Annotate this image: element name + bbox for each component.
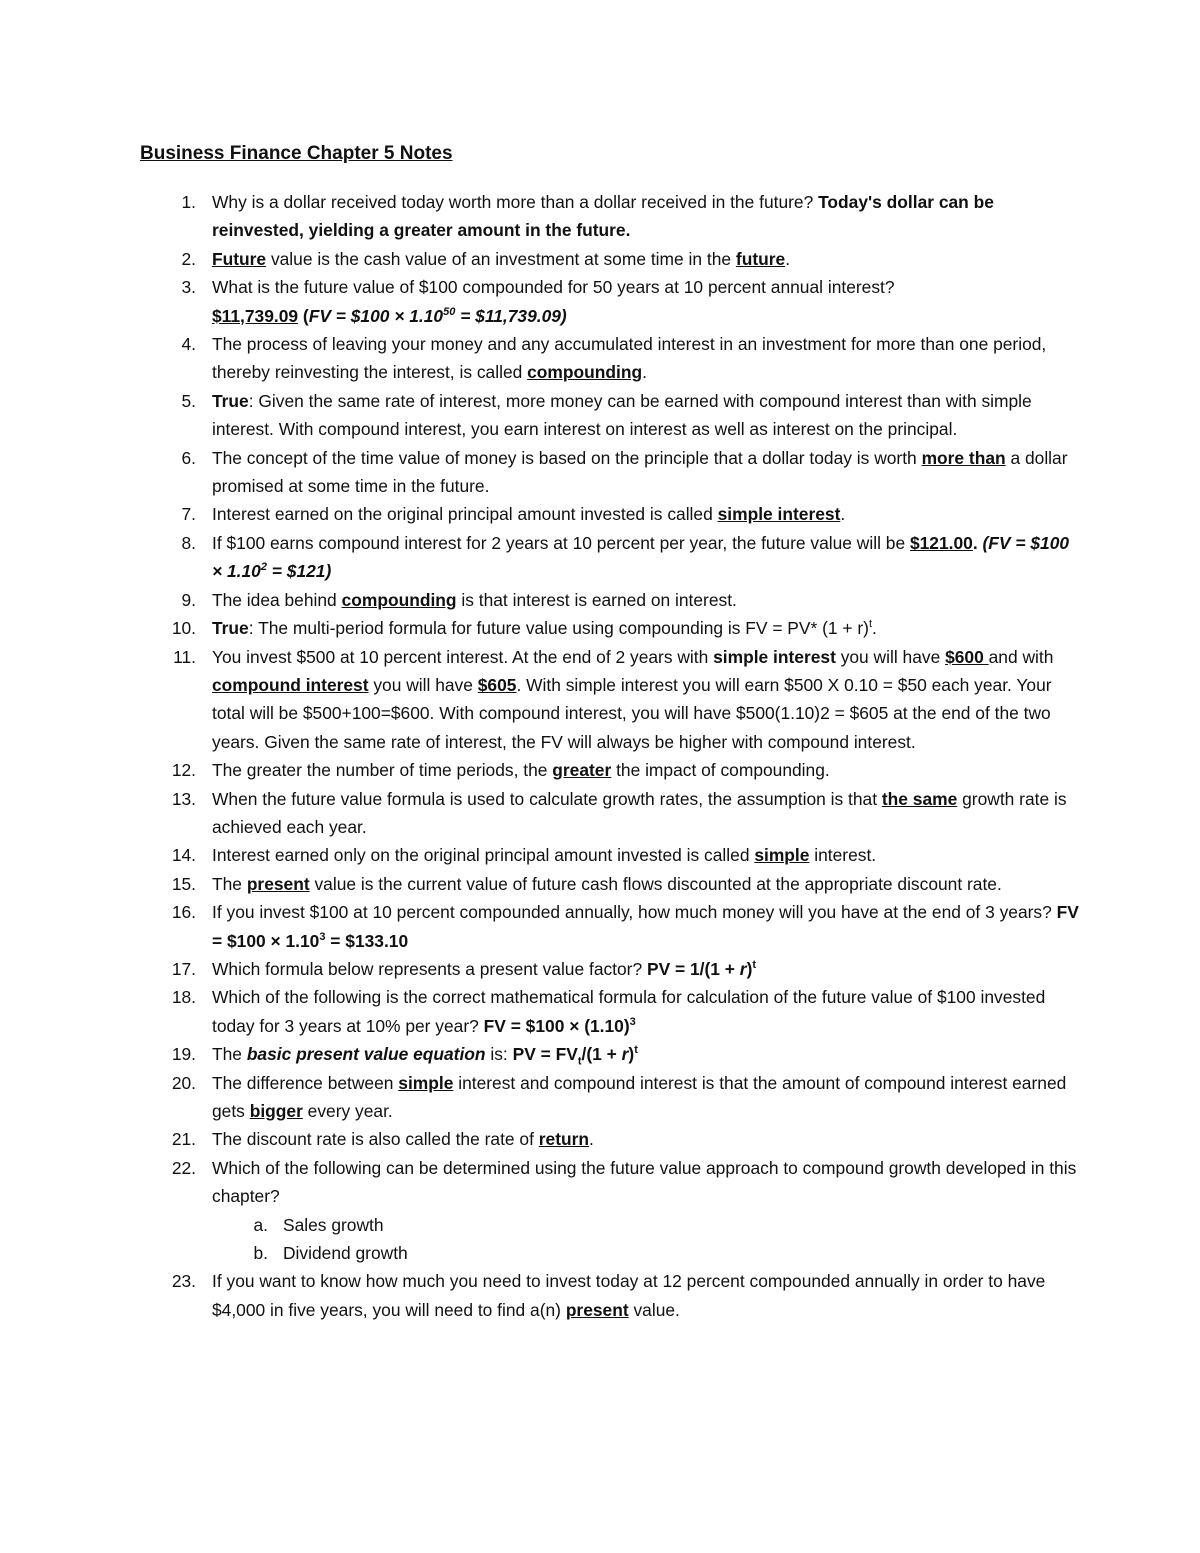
note-text xyxy=(212,391,1032,439)
text-run: . With simple interest you will earn $500 X 0.10 = $50 each year. Your total will be $500+100=$600. With compound interest, you will have $500(1.10)2 = $605 at the end of the two years. Given the same rate of interest, the FV will always be higher with compound interest. xyxy=(212,674,1052,752)
answer-text: Future xyxy=(212,248,267,269)
note-text xyxy=(212,249,790,269)
note-number: 1. xyxy=(181,192,196,212)
text-run: ( xyxy=(298,305,309,326)
text-run: every year. xyxy=(302,1101,393,1121)
text-run: ) xyxy=(746,958,753,979)
note-text xyxy=(212,1073,1066,1121)
note-item xyxy=(0,245,1200,273)
note-number: 13. xyxy=(171,788,196,809)
text-run: = $133.10 xyxy=(325,930,409,951)
note-number: 14. xyxy=(171,845,196,866)
answer-text: return xyxy=(538,1129,589,1150)
note-item xyxy=(0,188,1200,245)
note-number: 15. xyxy=(171,873,196,894)
note-number: 8. xyxy=(181,532,196,553)
answer-text: compound interest xyxy=(212,674,369,695)
sub-list xyxy=(212,1211,1080,1268)
text-run: Interest earned only on the original principal amount invested is called xyxy=(212,845,755,866)
text-run: If you invest $100 at 10 percent compounded annually, how much money will you have at the end of 3 years? xyxy=(212,902,1057,923)
document-title: Business Finance Chapter 5 Notes xyxy=(140,143,453,164)
note-number: 12. xyxy=(171,760,196,781)
text-run: True xyxy=(212,618,249,639)
note-number: 7. xyxy=(181,504,196,525)
answer-text: bigger xyxy=(249,1101,303,1121)
note-item xyxy=(0,444,1200,501)
note-text xyxy=(212,448,1068,496)
note-item xyxy=(0,614,1200,642)
text-run: 3 xyxy=(629,1015,636,1028)
text-run: . xyxy=(785,248,791,269)
text-run: . xyxy=(872,618,877,639)
text-run: Today's dollar can be reinvested, yielding a greater amount in the future. xyxy=(212,192,994,241)
note-item xyxy=(0,273,1200,330)
text-run: The idea behind xyxy=(212,589,342,610)
text-run: t xyxy=(577,1055,582,1068)
note-item xyxy=(0,841,1200,869)
note-text xyxy=(212,902,1079,950)
text-run: growth rate is achieved each year. xyxy=(212,788,1067,837)
text-run: . xyxy=(589,1129,594,1150)
text-run: . xyxy=(642,362,647,383)
text-run: The process of leaving your money and any accumulated interest in an investment for more than one period, thereby reinvesting the interest, is called xyxy=(212,334,1047,383)
note-text xyxy=(212,647,1053,752)
text-run: r xyxy=(621,1044,629,1065)
note-item xyxy=(0,500,1200,528)
note-number: 20. xyxy=(171,1072,196,1093)
text-run: and with xyxy=(988,646,1054,667)
text-run: The xyxy=(212,1044,247,1065)
text-run: Which formula below represents a present value factor? xyxy=(212,958,647,979)
note-text xyxy=(212,1044,638,1068)
note-text xyxy=(212,760,830,780)
note-number: 5. xyxy=(181,390,196,411)
answer-text: the same xyxy=(881,788,958,809)
note-item xyxy=(0,1069,1200,1126)
note-number: 22. xyxy=(171,1157,196,1178)
note-text xyxy=(212,590,737,610)
text-run: t xyxy=(634,1044,638,1057)
note-text xyxy=(212,959,756,979)
note-item xyxy=(0,756,1200,784)
text-run: = $121) xyxy=(266,561,332,582)
text-run: t xyxy=(752,959,757,972)
text-run: = $11,739.09) xyxy=(455,305,567,326)
note-text xyxy=(212,1158,1076,1206)
answer-text: present xyxy=(565,1299,629,1320)
answer-text: $605 xyxy=(477,674,517,695)
text-run: value is the cash value of an investment at some time in the xyxy=(266,248,736,269)
text-run: When the future value formula is used to calculate growth rates, the assumption is that xyxy=(212,788,882,809)
text-run: Which of the following can be determined using the future value approach to compound growth developed in this chapter? xyxy=(212,1157,1077,1207)
answer-text: $121.00 xyxy=(909,532,973,553)
note-number: 17. xyxy=(171,958,196,979)
answer-text: present xyxy=(246,873,310,894)
note-text xyxy=(212,277,895,325)
text-run: interest. xyxy=(809,845,877,866)
note-text xyxy=(212,334,1046,382)
note-item xyxy=(0,387,1200,444)
sub-item-letter: a. xyxy=(253,1214,268,1235)
text-run: FV = $100 × 1.10 xyxy=(212,902,1079,951)
text-run: basic present value equation xyxy=(246,1044,486,1065)
text-run: : Given the same rate of interest, more money can be earned with compound interest than with simple interest. With compound interest, you earn interest on interest as well as interest on the principal. xyxy=(212,390,1032,440)
text-run: The concept of the time value of money is based on the principle that a dollar today is worth xyxy=(212,447,922,468)
text-run: t xyxy=(868,618,873,631)
note-item xyxy=(0,1267,1200,1324)
text-run: . xyxy=(840,504,846,525)
note-item xyxy=(0,983,1200,1040)
note-text xyxy=(212,845,876,865)
note-item xyxy=(0,1125,1200,1153)
note-text xyxy=(212,618,877,638)
answer-text: $11,739.09 xyxy=(212,305,299,326)
sub-item-letter: b. xyxy=(253,1243,268,1264)
text-run: : The multi-period formula for future value using compounding is FV = PV* (1 + r) xyxy=(248,618,869,639)
note-number: 4. xyxy=(181,334,196,355)
sub-item xyxy=(212,1211,1080,1239)
note-number: 23. xyxy=(171,1271,196,1292)
text-run: (FV = $100 × 1.10 xyxy=(212,532,1070,582)
text-run: interest and compound interest is that the amount of compound interest earned gets xyxy=(212,1072,1067,1121)
answer-text: future xyxy=(735,248,786,269)
note-item xyxy=(0,643,1200,757)
text-run: FV = $100 × 1.10 xyxy=(308,305,444,326)
note-text xyxy=(212,874,1002,894)
note-item xyxy=(0,1040,1200,1068)
text-run: 2 xyxy=(260,561,267,574)
text-run: What is the future value of $100 compounded for 50 years at 10 percent annual interest? xyxy=(212,277,895,298)
note-number: 10. xyxy=(171,618,196,639)
note-text xyxy=(212,533,1069,581)
note-text xyxy=(212,504,845,524)
text-run: Which of the following is the correct mathematical formula for calculation of the future value of $100 invested today for 3 years at 10% per year? xyxy=(212,987,1046,1036)
note-text xyxy=(212,192,994,240)
note-item xyxy=(0,1154,1200,1268)
note-item xyxy=(0,586,1200,614)
note-number: 18. xyxy=(171,987,196,1008)
text-run: The greater the number of time periods, the xyxy=(212,760,553,781)
answer-text: compounding xyxy=(341,589,457,610)
sub-item-text: Sales growth xyxy=(283,1214,384,1235)
note-item xyxy=(0,898,1200,955)
text-run: PV = FV xyxy=(512,1044,578,1065)
text-run: you will have xyxy=(368,674,478,695)
text-run: ) xyxy=(628,1044,635,1065)
text-run: The xyxy=(212,873,247,894)
text-run: is that interest is earned on interest. xyxy=(456,589,737,610)
text-run: you will have xyxy=(835,646,946,667)
text-run: 50 xyxy=(443,305,456,318)
notes-list xyxy=(0,188,1200,1324)
note-number: 9. xyxy=(181,589,196,610)
text-run: PV = 1/(1 + xyxy=(646,958,740,979)
note-number: 11. xyxy=(173,646,196,667)
note-item xyxy=(0,330,1200,387)
text-run: If you want to know how much you need to invest today at 12 percent compounded annually in order to have $4,000 in five years, you will need to find a(n) xyxy=(212,1271,1046,1320)
text-run: Why is a dollar received today worth more than a dollar received in the future? xyxy=(212,192,819,212)
note-item xyxy=(0,785,1200,842)
text-run: value. xyxy=(628,1299,680,1320)
text-run: If $100 earns compound interest for 2 years at 10 percent per year, the future value will be xyxy=(212,532,910,553)
text-run: the impact of compounding. xyxy=(611,760,830,781)
answer-text: simple xyxy=(398,1072,454,1093)
text-run: The discount rate is also called the rate of xyxy=(212,1129,539,1150)
note-text xyxy=(212,987,1045,1035)
note-number: 16. xyxy=(171,902,196,923)
note-number: 19. xyxy=(171,1044,196,1065)
text-run: value is the current value of future cash flows discounted at the appropriate discount rate. xyxy=(309,873,1002,894)
answer-text: $600 xyxy=(945,646,989,667)
sub-item xyxy=(212,1239,1080,1267)
note-item xyxy=(0,870,1200,898)
text-run: simple interest xyxy=(713,646,836,667)
text-run: . xyxy=(972,532,983,553)
text-run: /(1 + xyxy=(581,1044,622,1065)
answer-text: simple xyxy=(754,845,810,866)
text-run: Interest earned on the original principal amount invested is called xyxy=(212,504,718,525)
text-run: is: xyxy=(485,1044,513,1065)
answer-text: compounding xyxy=(527,362,643,383)
note-text xyxy=(212,789,1067,837)
answer-text: more than xyxy=(921,447,1006,468)
answer-text: simple interest xyxy=(717,504,841,525)
text-run: True xyxy=(212,390,249,411)
note-text xyxy=(212,1271,1045,1319)
text-run: 3 xyxy=(319,930,326,943)
note-text xyxy=(212,1129,594,1149)
note-number: 6. xyxy=(181,447,196,468)
sub-item-text: Dividend growth xyxy=(283,1243,408,1264)
note-item xyxy=(0,955,1200,983)
answer-text: greater xyxy=(552,760,612,781)
text-run: FV = $100 × (1.10) xyxy=(483,1015,630,1036)
note-number: 21. xyxy=(171,1129,196,1150)
text-run: The difference between xyxy=(212,1072,399,1093)
note-number: 3. xyxy=(181,277,196,298)
text-run: a dollar promised at some time in the future. xyxy=(212,447,1068,497)
text-run: r xyxy=(739,958,747,979)
text-run: You invest $500 at 10 percent interest. At the end of 2 years with xyxy=(212,646,714,667)
note-number: 2. xyxy=(181,248,196,269)
note-item xyxy=(0,529,1200,586)
